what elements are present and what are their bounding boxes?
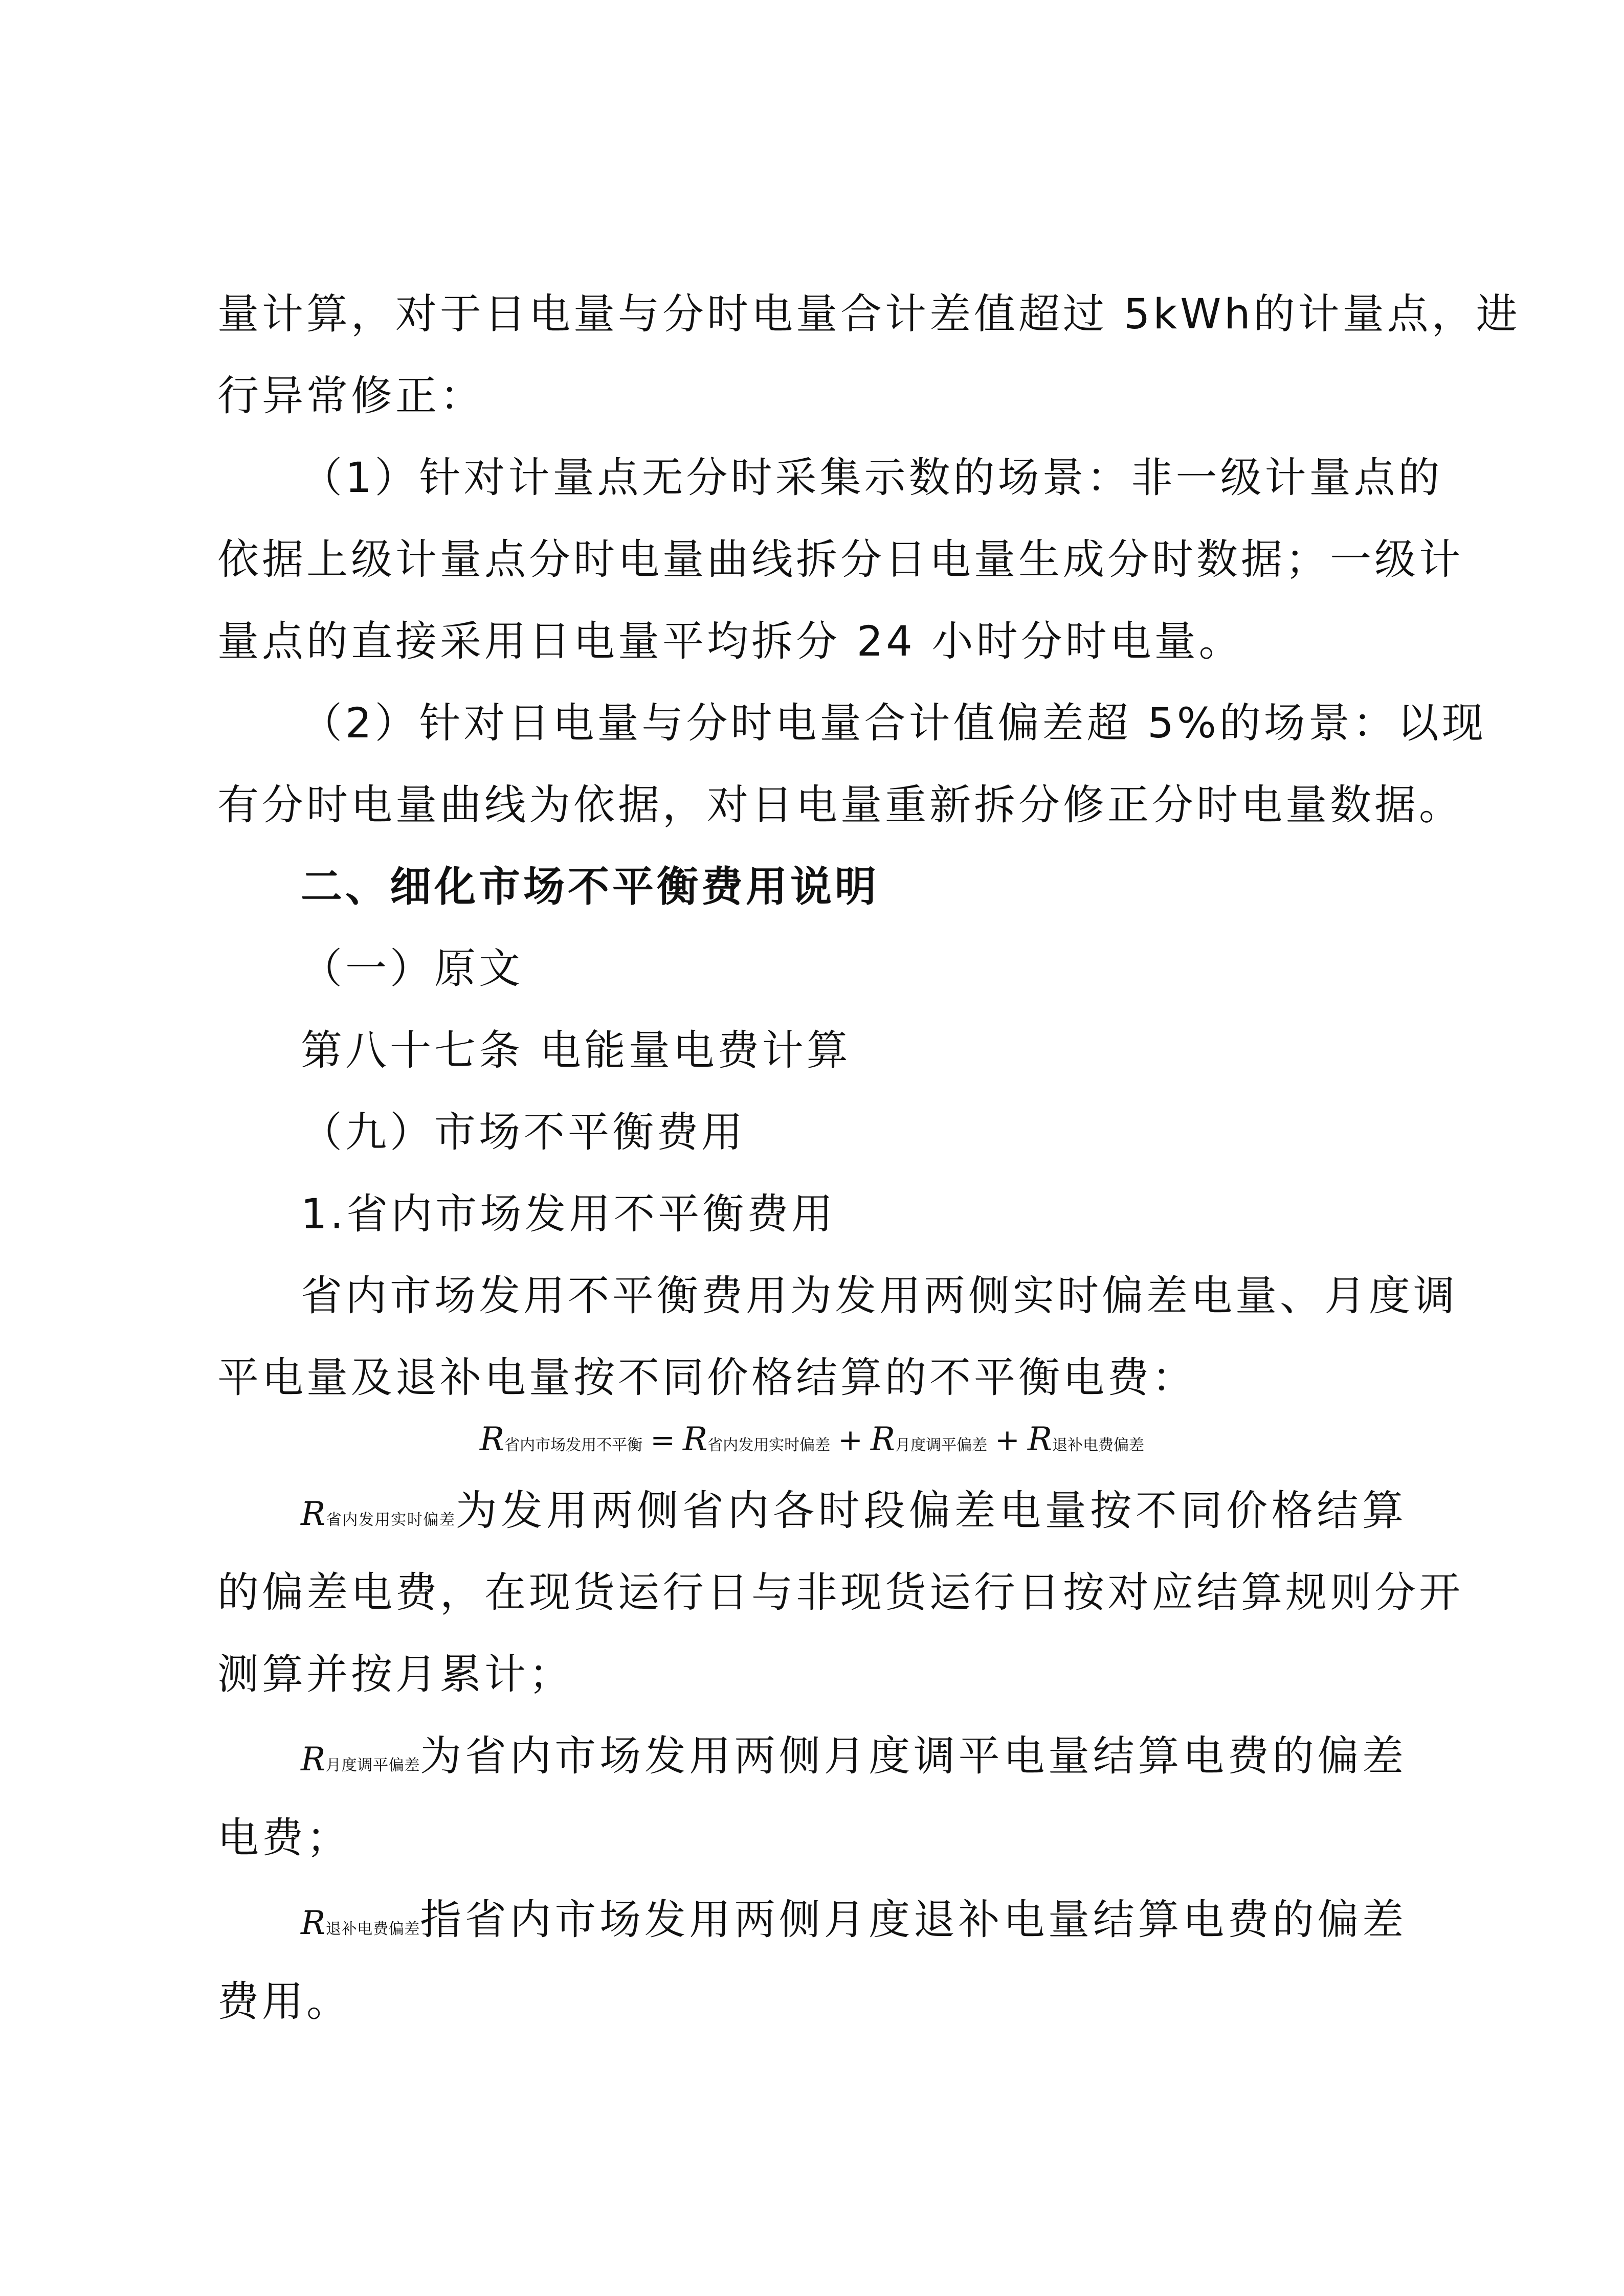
formula-subscript: 省内发用实时偏差 xyxy=(325,1511,456,1529)
formula-symbol: R xyxy=(301,1495,326,1533)
item-heading: 1.省内市场发用不平衡费用 xyxy=(301,1190,836,1239)
paragraph-text: 为省内市场发用两侧月度调平电量结算电费的偏差 xyxy=(420,1732,1407,1781)
paragraph-text: 为发用两侧省内各时段偏差电量按不同价格结算 xyxy=(455,1487,1407,1535)
paragraph-line: 有分时电量曲线为依据，对日电量重新拆分修正分时电量数据。 xyxy=(217,781,1464,829)
paragraph-line xyxy=(301,1485,1407,1546)
article-title: 第八十七条 电能量电费计算 xyxy=(301,1027,851,1075)
paragraph-line: 量点的直接采用日电量平均拆分 24 小时分时电量。 xyxy=(217,618,1243,666)
formula-symbol: R xyxy=(682,1421,708,1458)
formula-subscript: 月度调平偏差 xyxy=(325,1757,420,1774)
paragraph-line: 费用。 xyxy=(217,1978,351,2026)
formula-subscript: 退补电费偏差 xyxy=(1052,1436,1145,1454)
formula-symbol: R xyxy=(301,1741,326,1779)
paragraph-text: 指省内市场发用两侧月度退补电量结算电费的偏差 xyxy=(420,1896,1407,1944)
formula-symbol: R xyxy=(301,1904,326,1942)
paragraph-line: 依据上级计量点分时电量曲线拆分日电量生成分时数据；一级计 xyxy=(217,536,1464,584)
paragraph-line: 量计算，对于日电量与分时电量合计差值超过 5kWh的计量点，进 xyxy=(217,290,1521,339)
paragraph-line: 的偏差电费，在现货运行日与非现货运行日按对应结算规则分开 xyxy=(217,1569,1464,1617)
paragraph-line xyxy=(301,1895,1407,1955)
paragraph-line: 平电量及退补电量按不同价格结算的不平衡电费： xyxy=(217,1354,1197,1402)
formula-symbol: R xyxy=(870,1421,896,1458)
formula-symbol: R xyxy=(479,1421,505,1458)
paragraph-line: 电费； xyxy=(217,1814,351,1862)
formula-subscript: 省内发用实时偏差 xyxy=(707,1436,831,1454)
section-heading: 二、细化市场不平衡费用说明 xyxy=(301,863,880,911)
balance-formula xyxy=(0,1416,1624,1471)
formula-subscript: 月度调平偏差 xyxy=(895,1436,988,1454)
paragraph-line: （1）针对计量点无分时采集示数的场景：非一级计量点的 xyxy=(301,454,1443,502)
paragraph-line xyxy=(301,1731,1407,1791)
paragraph-line: 测算并按月累计； xyxy=(217,1651,574,1699)
formula-plus: + xyxy=(838,1423,863,1457)
subsection-heading: （一）原文 xyxy=(301,945,524,993)
formula-symbol: R xyxy=(1027,1421,1053,1458)
formula-subscript: 省内市场发用不平衡 xyxy=(504,1436,643,1454)
formula-plus: + xyxy=(995,1423,1020,1457)
formula-subscript: 退补电费偏差 xyxy=(325,1920,420,1938)
paragraph-line: 省内市场发用不平衡费用为发用两侧实时偏差电量、月度调 xyxy=(301,1272,1458,1320)
item-heading: （九）市场不平衡费用 xyxy=(301,1109,746,1157)
formula-equals: = xyxy=(650,1423,675,1457)
paragraph-line: 行异常修正： xyxy=(217,372,485,420)
paragraph-line: （2）针对日电量与分时电量合计值偏差超 5%的场景：以现 xyxy=(301,700,1486,748)
